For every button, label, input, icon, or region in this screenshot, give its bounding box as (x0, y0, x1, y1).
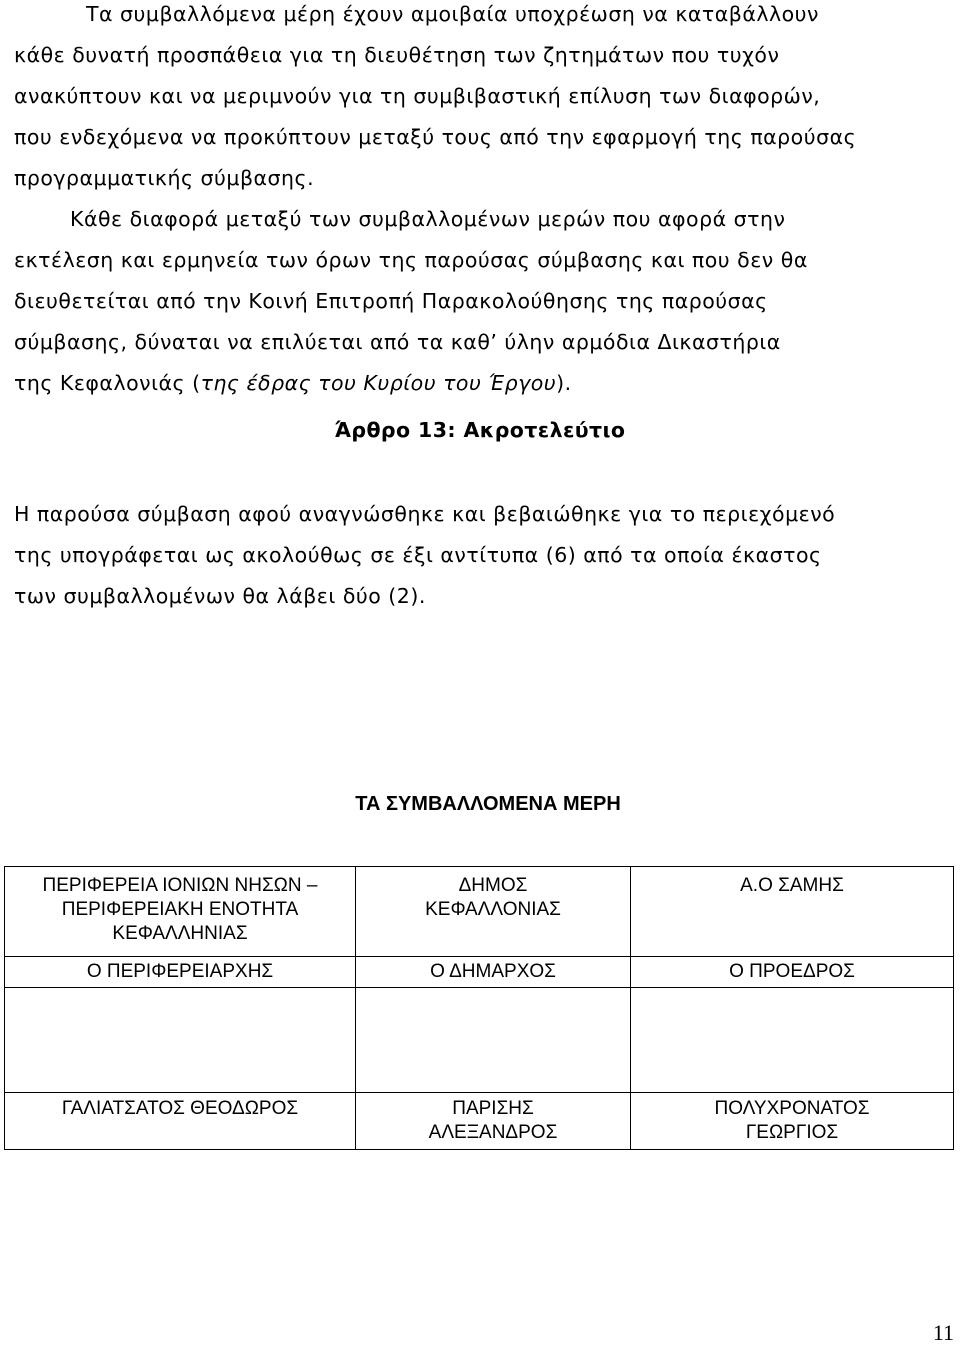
article-heading: Άρθρο 13: Ακροτελεύτιο (334, 418, 626, 442)
role-cell: Ο ΔΗΜΑΡΧΟΣ (356, 957, 631, 988)
page-number: 11 (932, 1320, 954, 1345)
text-line: Τα συμβαλλόμενα μέρη έχουν αμοιβαία υποχρέωση να καταβάλλουν (86, 2, 819, 26)
text-line: σύμβασης, δύναται να επιλύεται από τα καθ’ ύλην αρμόδια Δικαστήρια (14, 330, 781, 354)
text-line: Κάθε διαφορά μεταξύ των συμβαλλομένων μερών που αφορά στην (70, 207, 786, 231)
party-cell (356, 867, 631, 957)
name-cell (5, 1093, 356, 1150)
table-row-signature-space (5, 988, 954, 1093)
text-line: εκτέλεση και ερμηνεία των όρων της παρούσας σύμβασης και που δεν θα (14, 248, 808, 272)
party-line: ΔΗΜΟΣ (458, 875, 528, 896)
text-line: κάθε δυνατή προσπάθεια για τη διευθέτηση των ζητημάτων που τυχόν (14, 43, 780, 67)
signature-space (631, 988, 954, 1093)
text-line (14, 363, 958, 404)
role-cell: Ο ΠΕΡΙΦΕΡΕΙΑΡΧΗΣ (5, 957, 356, 988)
paragraph-final-provision (14, 494, 958, 617)
parties-title: ΤΑ ΣΥΜΒΑΛΛΟΜΕΝΑ ΜΕΡΗ (355, 793, 621, 815)
paragraph-jurisdiction (14, 199, 958, 404)
name-line: ΠΟΛΥΧΡΟΝΑΤΟΣ (714, 1098, 870, 1119)
text-fragment: ). (556, 371, 572, 395)
name-cell (631, 1093, 954, 1150)
table-row-roles (5, 957, 954, 988)
party-line: ΠΕΡΙΦΕΡΕΙΑ ΙΟΝΙΩΝ ΝΗΣΩΝ – (42, 875, 318, 896)
party-cell (631, 867, 954, 957)
party-line: ΚΕΦΑΛΛΗΝΙΑΣ (112, 923, 248, 944)
table-row-parties (5, 867, 954, 957)
name-cell (356, 1093, 631, 1150)
text-line: ανακύπτουν και να μεριμνούν για τη συμβιβαστική επίλυση των διαφορών, (14, 84, 821, 108)
table-row-names (5, 1093, 954, 1150)
paragraph-dispute-obligation (14, 0, 958, 199)
text-line: που ενδεχόμενα να προκύπτουν μεταξύ τους από την εφαρμογή της παρούσας (14, 125, 857, 149)
name-line: ΓΑΛΙΑΤΣΑΤΟΣ ΘΕΟΔΩΡΟΣ (61, 1098, 299, 1119)
name-line: ΓΕΩΡΓΙΟΣ (745, 1122, 839, 1143)
italic-fragment: της έδρας του Κυρίου του Έργου (200, 371, 557, 395)
text-line: Η παρούσα σύμβαση αφού αναγνώσθηκε και βεβαιώθηκε για το περιεχόμενό (14, 502, 836, 526)
role-cell: Ο ΠΡΟΕΔΡΟΣ (631, 957, 954, 988)
text-line: προγραμματικής σύμβασης. (14, 166, 315, 190)
signature-space (356, 988, 631, 1093)
text-fragment: της Κεφαλονιάς ( (14, 371, 201, 395)
party-line: ΚΕΦΑΛΛΟΝΙΑΣ (425, 899, 561, 920)
party-line: ΠΕΡΙΦΕΡΕΙΑΚΗ ΕΝΟΤΗΤΑ (61, 899, 299, 920)
name-line: ΠΑΡΙΣΗΣ (452, 1098, 534, 1119)
text-line: διευθετείται από την Κοινή Επιτροπή Παρακολούθησης της παρούσας (14, 289, 768, 313)
name-line: ΑΛΕΞΑΝΔΡΟΣ (428, 1122, 558, 1143)
signature-table (4, 866, 954, 1150)
signature-space (5, 988, 356, 1093)
text-line: των συμβαλλομένων θα λάβει δύο (2). (14, 584, 426, 608)
text-line: της υπογράφεται ως ακολούθως σε έξι αντίτυπα (6) από τα οποία έκαστος (14, 543, 822, 567)
party-cell (5, 867, 356, 957)
party-line: Α.Ο ΣΑΜΗΣ (740, 875, 844, 896)
